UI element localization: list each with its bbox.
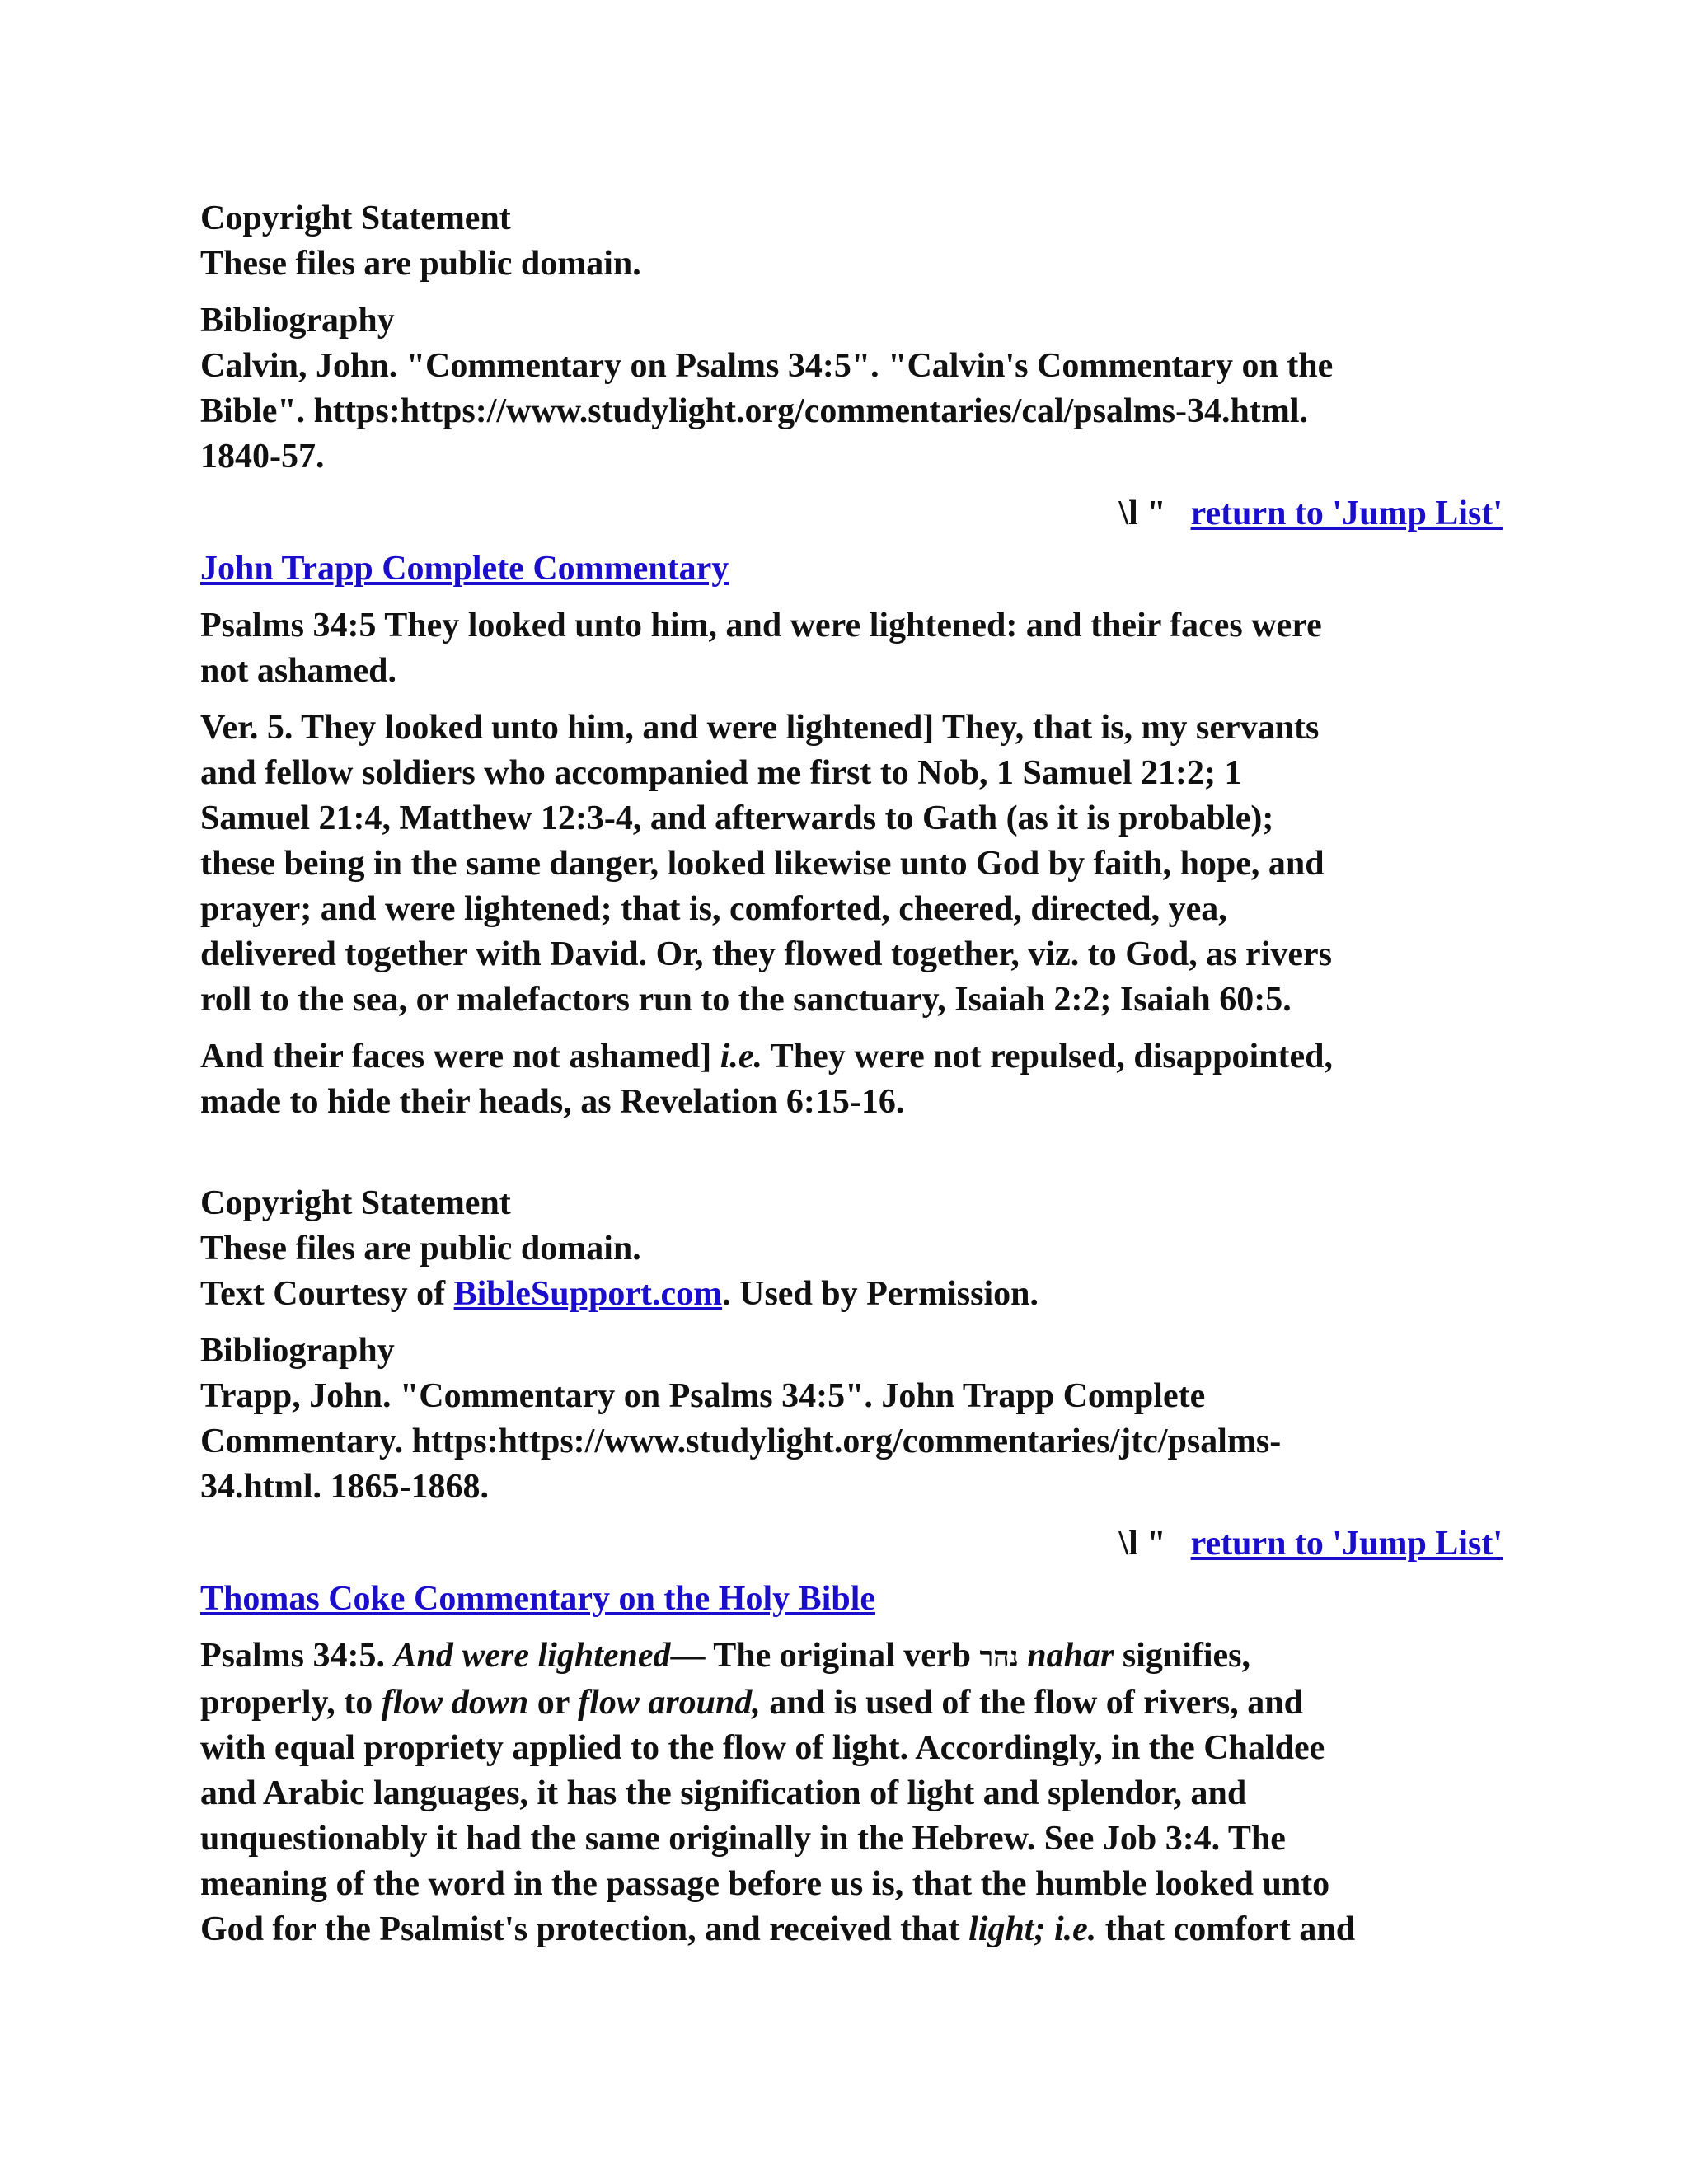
paragraph-line: and Arabic languages, it has the signification of light and splendor, and — [200, 1774, 1247, 1812]
text-run: properly, to — [200, 1684, 382, 1722]
verse-text — [200, 603, 1503, 694]
field-code-text: \l " — [1118, 494, 1166, 532]
trapp-bibliography-section — [200, 1329, 1503, 1510]
paragraph-line: and fellow soldiers who accompanied me first to Nob, 1 Samuel 21:2; 1 — [200, 754, 1242, 792]
text-run: God for the Psalmist's protection, and received that — [200, 1910, 969, 1948]
italic-phrase: light; i.e. — [968, 1910, 1097, 1948]
trapp-section — [200, 537, 1503, 1125]
text-run: — The original verb — [670, 1637, 980, 1675]
text-run: They were not repulsed, disappointed, — [762, 1038, 1333, 1076]
coke-commentary-title-link[interactable]: Thomas Coke Commentary on the Holy Bible — [200, 1580, 875, 1618]
paragraph-line: meaning of the word in the passage before us is, that the humble looked unto — [200, 1865, 1330, 1903]
text-run: or — [528, 1684, 579, 1722]
jump-row — [200, 1521, 1503, 1567]
calvin-copyright-section — [200, 196, 1503, 287]
return-to-jump-list-link[interactable]: return to 'Jump List' — [1190, 494, 1503, 532]
paragraph-line — [200, 1633, 1503, 1680]
trapp-copyright-section — [200, 1181, 1503, 1317]
paragraph-line: Ver. 5. They looked unto him, and were lightened] They, that is, my servants — [200, 709, 1320, 747]
bibliography-line: 1840-57. — [200, 438, 325, 476]
document-page — [200, 196, 1503, 1952]
paragraph-line: these being in the same danger, looked likewise unto God by faith, hope, and — [200, 845, 1325, 883]
paragraph-line — [200, 1680, 1503, 1726]
bibliography-line: Calvin, John. "Commentary on Psalms 34:5". "Calvin's Commentary on the — [200, 347, 1334, 385]
italic-phrase: flow down — [381, 1684, 529, 1722]
copyright-text: These files are public domain. — [200, 245, 641, 283]
paragraph-line: roll to the sea, or malefactors run to the sanctuary, Isaiah 2:2; Isaiah 60:5. — [200, 981, 1292, 1019]
paragraph-line: prayer; and were lightened; that is, comforted, cheered, directed, yea, — [200, 890, 1227, 928]
paragraph-line: with equal propriety applied to the flow of light. Accordingly, in the Chaldee — [200, 1729, 1325, 1767]
italic-phrase: And were lightened — [393, 1637, 671, 1675]
bibliography-heading: Bibliography — [200, 1332, 395, 1370]
biblesupport-link[interactable]: BibleSupport.com — [453, 1275, 723, 1313]
copyright-heading: Copyright Statement — [200, 1184, 511, 1222]
paragraph-line — [200, 1907, 1503, 1952]
text-run: and is used of the flow of rivers, and — [760, 1684, 1303, 1722]
text-run: And their faces were not ashamed] — [200, 1038, 720, 1076]
coke-section — [200, 1567, 1503, 1952]
paragraph-line — [200, 1034, 1503, 1080]
paragraph-line: unquestionably it had the same originally in the Hebrew. See Job 3:4. The — [200, 1820, 1286, 1858]
paragraph-line: delivered together with David. Or, they flowed together, viz. to God, as rivers — [200, 935, 1332, 973]
bibliography-line: 34.html. 1865-1868. — [200, 1468, 489, 1506]
copyright-text: These files are public domain. — [200, 1230, 641, 1268]
bibliography-heading: Bibliography — [200, 302, 395, 340]
text-run: that comfort and — [1096, 1910, 1356, 1948]
italic-abbrev: i.e. — [720, 1038, 763, 1076]
paragraph-line: made to hide their heads, as Revelation 6:15-16. — [200, 1083, 905, 1121]
text-run — [1019, 1637, 1028, 1675]
bibliography-line: Bible". https:https://www.studylight.org/commentaries/cal/psalms-34.html. — [200, 392, 1308, 430]
text-run: Psalms 34:5. — [200, 1637, 394, 1675]
italic-transliteration: nahar — [1027, 1637, 1114, 1675]
commentary-paragraph — [200, 705, 1503, 1023]
hebrew-word: נהר — [979, 1641, 1019, 1674]
return-to-jump-list-link[interactable]: return to 'Jump List' — [1190, 1525, 1503, 1563]
calvin-bibliography-section — [200, 298, 1503, 480]
bibliography-line: Commentary. https:https://www.studylight.org/commentaries/jtc/psalms- — [200, 1422, 1282, 1460]
field-code-text: \l " — [1118, 1525, 1166, 1563]
verse-line: not ashamed. — [200, 652, 397, 690]
italic-phrase: flow around, — [578, 1684, 761, 1722]
jump-row — [200, 491, 1503, 537]
verse-line: Psalms 34:5 They looked unto him, and were lightened: and their faces were — [200, 607, 1322, 644]
commentary-paragraph — [200, 1034, 1503, 1125]
paragraph-line: Samuel 21:4, Matthew 12:3-4, and afterwards to Gath (as it is probable); — [200, 799, 1274, 837]
copyright-heading: Copyright Statement — [200, 199, 511, 237]
text-run: Text Courtesy of — [200, 1275, 454, 1313]
text-run: signifies, — [1114, 1637, 1251, 1675]
courtesy-line — [200, 1272, 1503, 1317]
bibliography-line: Trapp, John. "Commentary on Psalms 34:5". John Trapp Complete — [200, 1377, 1206, 1415]
commentary-paragraph — [200, 1633, 1503, 1952]
trapp-commentary-title-link[interactable]: John Trapp Complete Commentary — [200, 550, 729, 588]
text-run: . Used by Permission. — [722, 1275, 1039, 1313]
